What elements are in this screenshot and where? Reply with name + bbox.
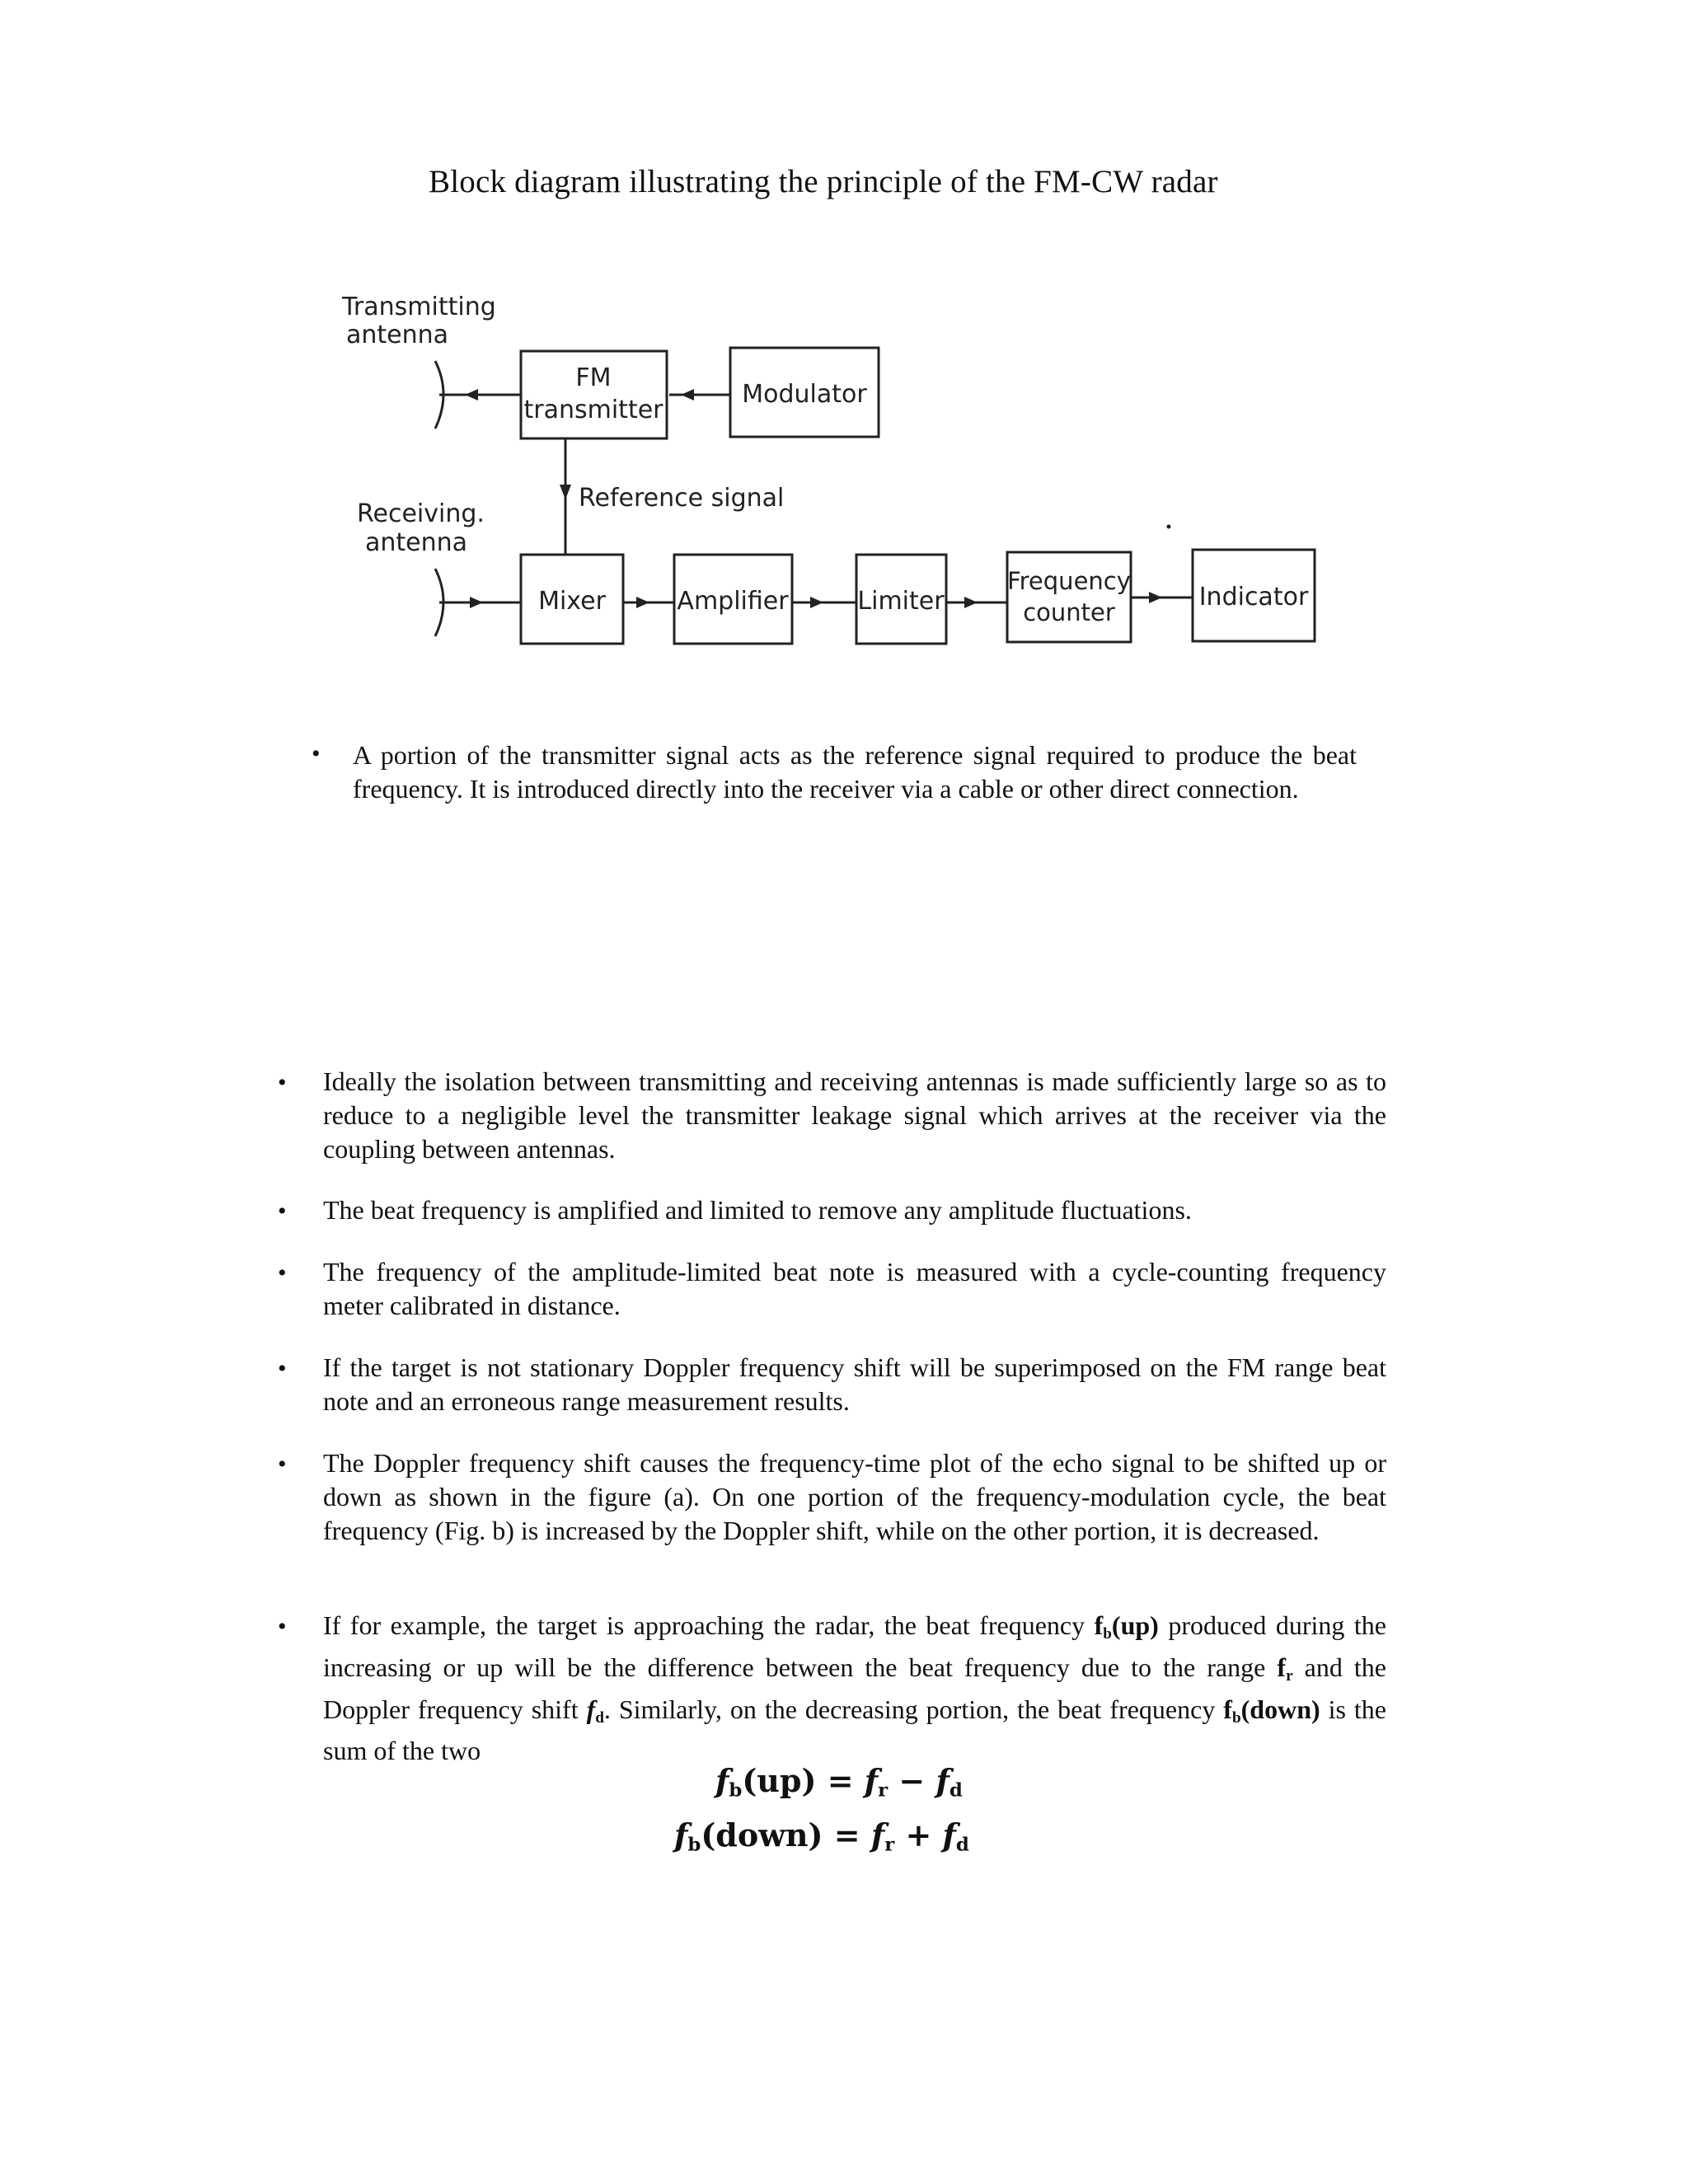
limiter-label: Limiter (857, 587, 945, 616)
bullet-marker: • (278, 1259, 287, 1286)
reference-signal-label: Reference signal (579, 484, 785, 513)
transmit-antenna-icon (435, 361, 452, 429)
equation-fb-up: $f_b(up) = f_r - f_d$ (715, 1762, 963, 1802)
arrow-reference-signal (560, 485, 571, 499)
bullet-marker: • (278, 1069, 287, 1096)
bullet-marker: • (278, 1451, 287, 1478)
arrow-counter-to-indicator (1149, 592, 1162, 603)
receive-antenna-label-line1: Receiving. (357, 499, 485, 528)
example-part2: produced during the increasing or up will be the difference between the beat frequency due to the range (323, 1610, 1387, 1682)
fd-symbol: $f_d$ (586, 1694, 604, 1727)
bullet-marker: • (278, 1613, 287, 1640)
receive-antenna-icon (435, 569, 452, 636)
equation-fb-down: $f_b(down) = f_r + f_d$ (674, 1816, 969, 1856)
arrow-transmitter-to-antenna (465, 389, 478, 401)
arrow-limiter-to-counter (964, 597, 978, 608)
bullet-measured-text: The frequency of the amplitude-limited beat note is measured with a cycle-counting frequency meter calibrated in distance. (323, 1257, 1386, 1320)
fm-transmitter-label-line1: FM (575, 363, 612, 392)
indicator-label: Indicator (1198, 583, 1309, 612)
bullet-stationary-text: If the target is not stationary Doppler frequency shift will be superimposed on the FM range beat note and an erroneous range measurement results. (323, 1352, 1386, 1416)
fmcw-block-diagram (0, 0, 1688, 676)
bullet-isolation-text: Ideally the isolation between transmitting and receiving antennas is made sufficiently large so as to reduce to a negligible level the transmitter leakage signal which arrives at the receiver via the coupling between antennas. (323, 1066, 1386, 1164)
frequency-counter-label-line2: counter (1023, 598, 1115, 626)
arrow-mixer-to-amplifier (636, 597, 649, 608)
fr-symbol: $f_r$ (1277, 1652, 1293, 1685)
frequency-counter-block (1007, 552, 1131, 642)
arrow-modulator-to-transmitter (681, 389, 694, 401)
transmit-antenna-label-line1: Transmitting (342, 293, 496, 321)
bullet-doppler-text: The Doppler frequency shift causes the frequency-time plot of the echo signal to be shifted up or down as shown in the figure (a). On one portion of the frequency-modulation cycle, the beat frequency (Fig. b) is increased by the Doppler shift, while on the other portion, it is decreased. (323, 1448, 1386, 1545)
example-part5: is the sum of the two (323, 1694, 1387, 1766)
modulator-label: Modulator (742, 380, 867, 409)
bullet-amplified-text: The beat frequency is amplified and limited to remove any amplitude fluctuations. (323, 1195, 1192, 1225)
example-part1: If for example, the target is approaching the radar, the beat frequency (323, 1610, 1095, 1640)
bullet-example-text (323, 1609, 1386, 1768)
fb-up-symbol: $f_b(up)$ (1094, 1610, 1159, 1643)
page-title: Block diagram illustrating the principle of the FM-CW radar (429, 164, 1218, 199)
arrow-amplifier-to-limiter (810, 597, 823, 608)
receive-antenna-label-line2: antenna (365, 528, 468, 557)
bullet-reference-text: A portion of the transmitter signal acts as the reference signal required to produce the beat frequency. It is introduced directly into the receiver via a cable or other direct connection. (353, 740, 1357, 804)
transmit-antenna-label-line2: antenna (346, 321, 449, 349)
bullet-marker: • (312, 740, 321, 767)
mixer-label: Mixer (538, 587, 606, 616)
stray-dot (1167, 525, 1171, 529)
amplifier-label: Amplifier (677, 587, 789, 616)
arrow-antenna-to-mixer (470, 597, 483, 608)
example-part3: and the Doppler frequency shift (323, 1652, 1387, 1724)
bullet-marker: • (278, 1355, 287, 1382)
frequency-counter-label-line1: Frequency (1007, 567, 1131, 595)
example-part4: . Similarly, on the decreasing portion, the beat frequency (603, 1694, 1224, 1724)
fm-transmitter-label-line2: transmitter (523, 396, 663, 424)
fb-down-symbol: $f_b(down)$ (1223, 1694, 1320, 1727)
bullet-marker: • (278, 1197, 287, 1225)
